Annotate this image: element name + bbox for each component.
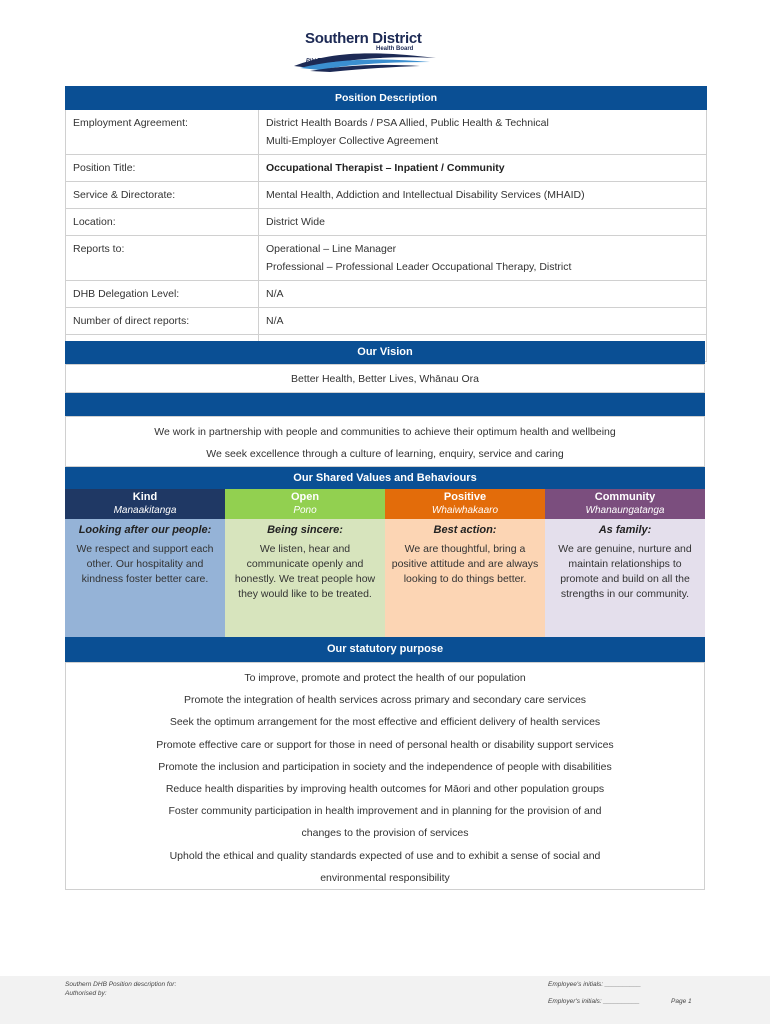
values-header: Our Shared Values and Behaviours bbox=[65, 467, 705, 489]
table-row bbox=[66, 281, 707, 308]
table-row bbox=[66, 110, 707, 155]
value-positive bbox=[385, 489, 545, 637]
row-label: Number of direct reports: bbox=[66, 308, 259, 335]
row-label: Service & Directorate: bbox=[66, 182, 259, 209]
vision-header: Our Vision bbox=[65, 341, 705, 364]
statutory-list bbox=[65, 662, 705, 890]
position-title-value: Occupational Therapist – Inpatient / Community bbox=[259, 155, 707, 182]
values-grid bbox=[65, 489, 705, 637]
row-value: District Health Boards / PSA Allied, Public Health & Technical Multi-Employer Collective Agreement bbox=[259, 110, 707, 155]
row-value: N/A bbox=[259, 308, 707, 335]
value-maori: Pono bbox=[293, 505, 317, 516]
value-text: We listen, hear and communicate openly and honestly. We treat people how they would like to be treated. bbox=[234, 543, 376, 600]
logo-name: Southern District bbox=[305, 30, 422, 47]
statutory-line: changes to the provision of services bbox=[301, 827, 469, 840]
value-maori: Whaiwhakaaro bbox=[431, 505, 499, 516]
logo bbox=[290, 26, 450, 76]
page-footer bbox=[0, 976, 770, 1024]
statutory-line: Uphold the ethical and quality standards expected of use and to exhibit a sense of social and bbox=[169, 849, 601, 862]
row-label: Location: bbox=[66, 209, 259, 236]
value-title: Kind bbox=[132, 491, 158, 503]
value-title: Open bbox=[290, 491, 320, 503]
footer-page-number: Page 1 bbox=[671, 998, 692, 1005]
row-label: DHB Delegation Level: bbox=[66, 281, 259, 308]
statutory-line: Reduce health disparities by improving health outcomes for Māori and other population groups bbox=[165, 783, 605, 796]
value-head bbox=[225, 489, 385, 519]
value-lead: Being sincere: bbox=[267, 524, 343, 536]
value-body bbox=[545, 519, 705, 637]
value-title: Community bbox=[594, 491, 656, 503]
table-row bbox=[66, 209, 707, 236]
value-lead: Looking after our people: bbox=[78, 524, 212, 536]
statutory-line: environmental responsibility bbox=[320, 871, 450, 884]
value-text: We are thoughtful, bring a positive attitude and are always looking to do things better. bbox=[391, 543, 539, 585]
mission-line: We seek excellence through a culture of learning, enquiry, service and caring bbox=[206, 448, 564, 460]
row-value: N/A bbox=[259, 281, 707, 308]
value-text: We respect and support each other. Our hospitality and kindness foster better care. bbox=[76, 543, 214, 585]
value-text: We are genuine, nurture and maintain relationships to promote and build on all the strengths in our community. bbox=[558, 543, 692, 600]
table-row bbox=[66, 155, 707, 182]
table-row bbox=[66, 182, 707, 209]
position-description-header: Position Description bbox=[66, 87, 707, 110]
logo-subtitle: Health Board bbox=[376, 46, 414, 52]
row-value: Mental Health, Addiction and Intellectual Disability Services (MHAID) bbox=[259, 182, 707, 209]
mission-header-bar bbox=[65, 393, 705, 416]
value-maori: Whanaungatanga bbox=[585, 505, 665, 516]
statutory-line: Seek the optimum arrangement for the most effective and efficient delivery of health services bbox=[169, 716, 601, 729]
value-maori: Manaakitanga bbox=[113, 505, 177, 516]
value-lead: Best action: bbox=[433, 524, 497, 536]
value-open bbox=[225, 489, 385, 637]
mission-line: We work in partnership with people and communities to achieve their optimum health and wellbeing bbox=[154, 426, 616, 438]
value-body bbox=[225, 519, 385, 637]
statutory-line: Promote effective care or support for those in need of personal health or disability support services bbox=[156, 738, 614, 751]
statutory-line: Promote the integration of health services across primary and secondary care services bbox=[183, 694, 587, 707]
statutory-line: To improve, promote and protect the health of our population bbox=[244, 672, 526, 684]
footer-authorised-by: Authorised by: bbox=[65, 990, 107, 997]
footer-employer-initials: Employer's initials: __________ bbox=[548, 998, 640, 1005]
value-head bbox=[385, 489, 545, 519]
value-lead: As family: bbox=[598, 524, 652, 536]
value-body bbox=[385, 519, 545, 637]
position-description-table bbox=[65, 86, 707, 362]
vision-text: Better Health, Better Lives, Whānau Ora bbox=[65, 364, 705, 393]
row-value: District Wide bbox=[259, 209, 707, 236]
logo-tagline: Piki Te Ora bbox=[306, 58, 335, 64]
table-row bbox=[66, 308, 707, 335]
value-kind bbox=[65, 489, 225, 637]
value-body bbox=[65, 519, 225, 637]
footer-employee-initials: Employee's initials: __________ bbox=[548, 981, 642, 988]
statutory-line: Promote the inclusion and participation in society and the independence of people with disabilities bbox=[158, 760, 612, 773]
statutory-header: Our statutory purpose bbox=[65, 637, 705, 662]
row-label: Reports to: bbox=[66, 236, 259, 281]
row-value: Operational – Line Manager Professional – Professional Leader Occupational Therapy, District bbox=[259, 236, 707, 281]
row-label: Position Title: bbox=[66, 155, 259, 182]
mission-statement bbox=[65, 416, 705, 467]
statutory-line: Foster community participation in health improvement and in planning for the provision of and bbox=[168, 805, 602, 818]
footer-position-for: Southern DHB Position description for: bbox=[65, 981, 177, 988]
value-title: Positive bbox=[443, 491, 487, 503]
value-community bbox=[545, 489, 705, 637]
value-head bbox=[65, 489, 225, 519]
table-row bbox=[66, 236, 707, 281]
value-head bbox=[545, 489, 705, 519]
row-label: Employment Agreement: bbox=[66, 110, 259, 155]
